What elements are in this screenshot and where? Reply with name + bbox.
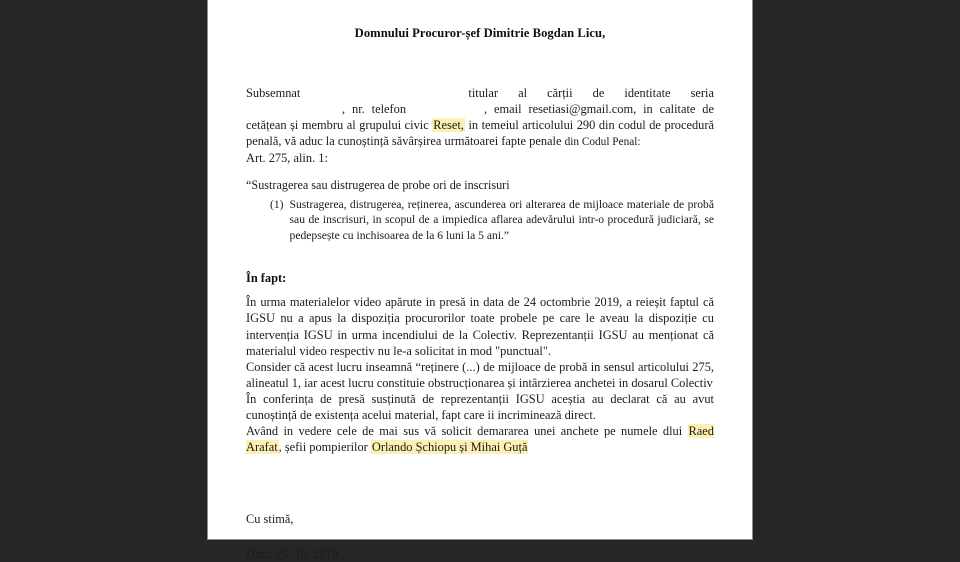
highlight-persons-fire-chiefs: Orlando Șchiopu și Mihai Guță [371,440,528,455]
intro-lead: Subsemnat [246,86,301,100]
intro-after-tel: , email resetiasi@gmail.com, in calitate de cetățean și membru al grupului civic [246,102,714,133]
highlight-person-raed-arafat: Raed Arafat [246,424,714,455]
quote-item-number: (1) [270,198,284,212]
page-title: Domnului Procuror-șef Dimitrie Bogdan Licu, [354,26,606,40]
intro-after-reset: in temeiul articolului 290 din codul de procedură penală, vă aduc la cunoștință săvârșirea următoarei fapte penale [246,118,714,149]
highlight-reset: Reset, [433,118,464,133]
section-heading-in-fapt: În fapt: [246,271,287,286]
in-fapt-paragraph-1: În urma materialelor video apărute in presă in data de 24 octombrie 2019, a reieșit faptul că IGSU nu a apus la dispoziția procurorilor toate probele pe care le aveau la dispoziție cu intervenția IGSU in urma incendiului de la Colectiv. Reprezentanții IGSU au menționat că materialul video respectiv nu le-a solicitat in mod "punctual". [246,295,714,358]
closing-date: Data: 25. 10. 2019 [246,546,338,561]
closing-salutation: Cu stimă, [246,511,294,526]
quote-heading: “Sustragerea sau distrugerea de probe ori de inscrisuri [246,178,510,193]
in-fapt-paragraph-3: În conferința de presă susținută de reprezentanții IGSU aceștia au declarat că au avut cunoștință de existența acelui material, fapt care ii incriminează direct. [246,392,714,423]
document-page [208,0,752,561]
request-lead: Având in vedere cele de mai sus vă solicit demararea unei anchete pe numele dlui [246,424,683,439]
quote-item-text: Sustragerea, distrugerea, reținerea, ascunderea ori alterarea de mijloace materiale de probă sau de inscrisuri, in scopul de a impiedica aflarea adevărului intr-o procedură judiciară, se pedepsește cu inchisoarea de la 6 luni la 5 ani.” [289,198,714,242]
title-spacer [246,41,714,85]
in-fapt-paragraph-2: Consider că acest lucru inseamnă “reținere (...) de mijloace de probă in sensul articolului 275, alineatul 1, iar acest lucru constituie obstrucționarea și intârzierea anchetei in dosarul Colectiv [246,359,714,390]
intro-code-reference: din Codul Penal: [564,136,641,149]
quote-item [246,197,714,243]
article-line: Art. 275, alin. 1: [246,151,328,166]
intro-paragraph [246,85,714,150]
request-paragraph [246,423,714,455]
intro-after-seria: , nr. telefon [342,102,407,117]
intro-after-name: titular al cărții de identitate seria [468,86,714,100]
request-between: , șefii pompierilor [278,440,368,455]
